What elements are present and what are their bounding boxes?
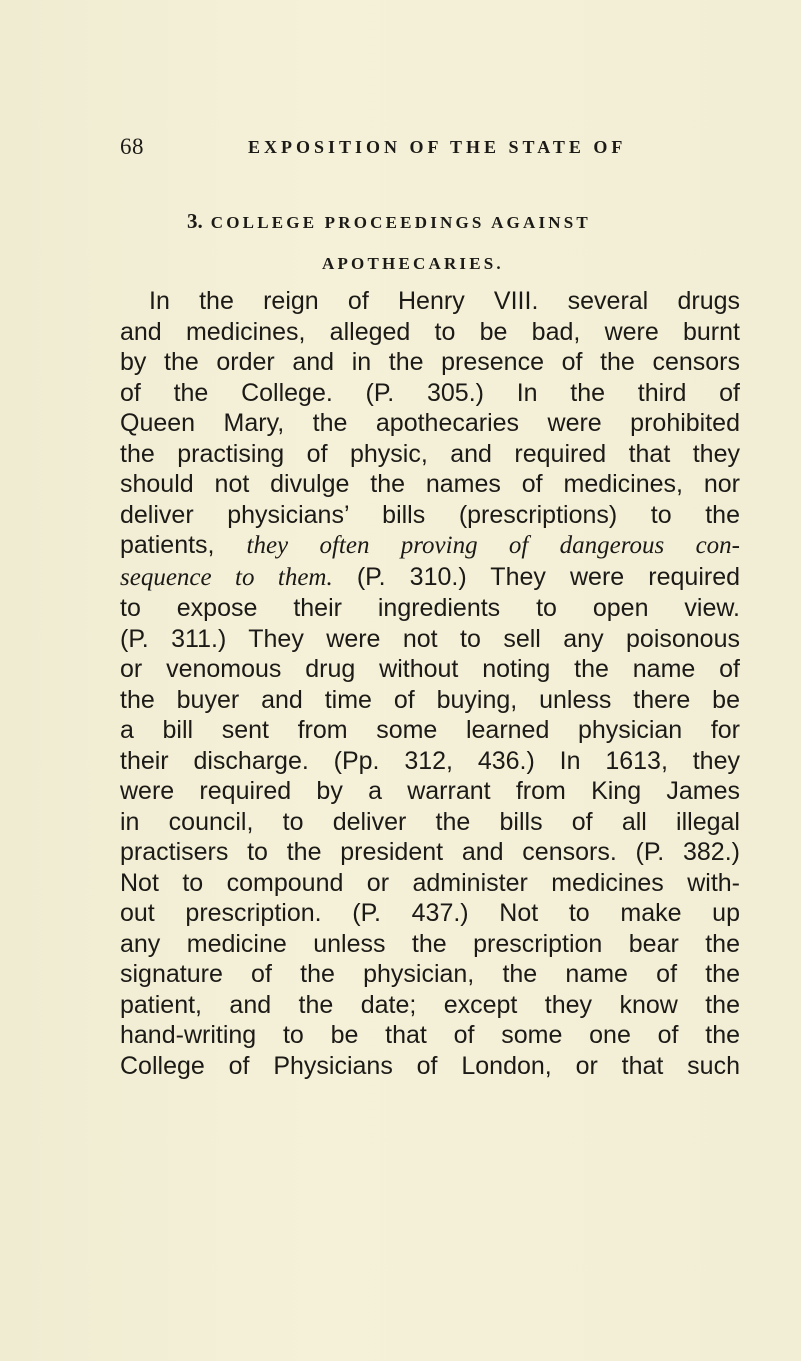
text-line: the practising of physic, and required that they — [120, 439, 740, 468]
text-line: were required by a warrant from King James — [120, 777, 740, 805]
body-paragraph — [120, 286, 740, 1081]
text-line: hand-writing to be that of some one of the — [120, 1021, 740, 1049]
text-line: practisers to the president and censors. (P. 382.) — [120, 838, 740, 866]
text-line: by the order and in the presence of the censors — [120, 348, 740, 376]
section-number: 3. — [187, 209, 203, 233]
text-line: In the reign of Henry VIII. several drugs — [149, 287, 740, 315]
text-line: Queen Mary, the apothecaries were prohibited — [120, 409, 740, 437]
italic-fragment: sequence to them. — [120, 563, 333, 591]
text-line — [120, 530, 740, 562]
text-line: deliver physicians’ bills (prescriptions) to the — [120, 500, 740, 529]
text-line: (P. 311.) They were not to sell any poisonous — [120, 624, 740, 653]
text-line — [120, 562, 740, 594]
page-number: 68 — [120, 134, 144, 159]
text-line: Not to compound or administer medicines with- — [120, 868, 740, 897]
text-line: and medicines, alleged to be bad, were burnt — [120, 317, 740, 346]
text-line: signature of the physician, the name of the — [120, 960, 740, 988]
text-line: the buyer and time of buying, unless there be — [120, 685, 740, 714]
text-line: College of Physicians of London, or that such — [120, 1051, 740, 1080]
text-fragment: patients, — [120, 531, 215, 559]
text-line: out prescription. (P. 437.) Not to make up — [120, 899, 740, 927]
text-line: a bill sent from some learned physician for — [120, 716, 740, 744]
text-line: or venomous drug without noting the name of — [120, 655, 740, 683]
italic-fragment: they often proving of dangerous con- — [246, 532, 740, 559]
section-title-line-2: APOTHECARIES. — [322, 254, 504, 273]
text-fragment: (P. 310.) They were required — [356, 562, 741, 591]
text-line: of the College. (P. 305.) In the third of — [120, 378, 740, 407]
text-line: any medicine unless the prescription bear the — [120, 929, 740, 958]
section-title-line-1: COLLEGE PROCEEDINGS AGAINST — [210, 213, 591, 232]
text-line: to expose their ingredients to open view. — [120, 594, 740, 622]
text-line: their discharge. (Pp. 312, 436.) In 1613, they — [120, 746, 740, 775]
running-head: EXPOSITION OF THE STATE OF — [248, 137, 627, 157]
section-heading — [187, 209, 591, 234]
text-line: should not divulge the names of medicines, nor — [120, 470, 740, 498]
text-line: in council, to deliver the bills of all illegal — [120, 807, 740, 836]
text-line: patient, and the date; except they know the — [120, 990, 740, 1019]
